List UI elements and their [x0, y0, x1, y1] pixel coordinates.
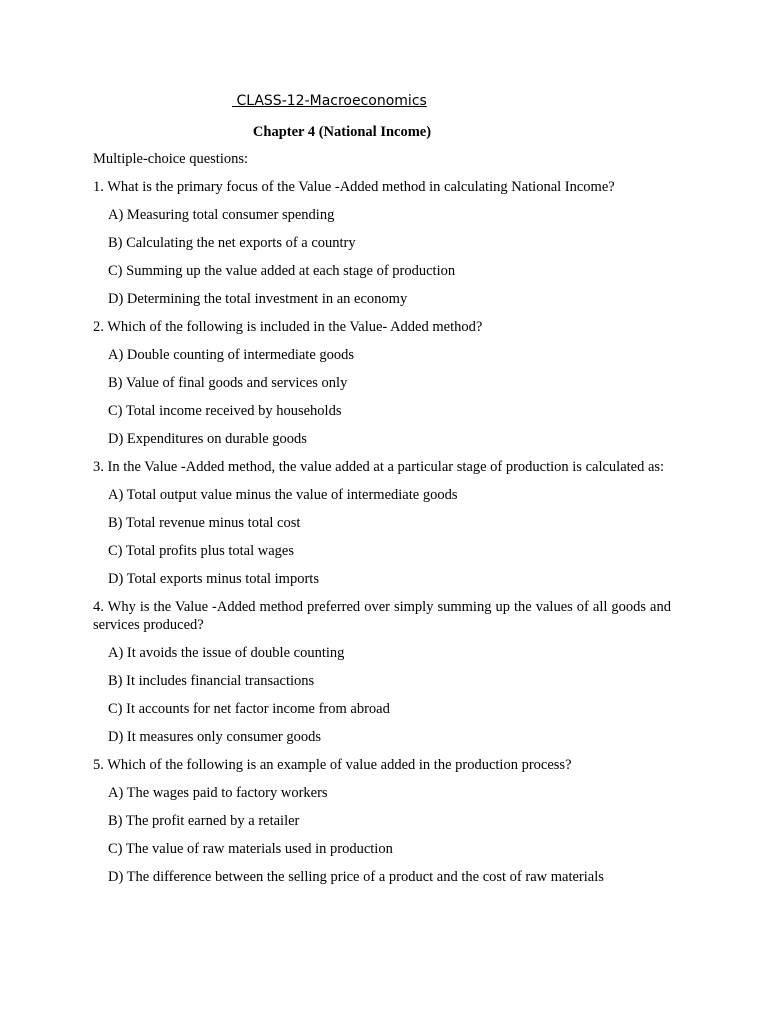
question-block — [93, 178, 671, 308]
answer-option: B) The profit earned by a retailer — [108, 813, 300, 829]
question-block — [93, 598, 671, 746]
document-title: CLASS-12-Macroeconomics — [232, 93, 427, 109]
question-text: 3. In the Value -Added method, the value added at a particular stage of production is calculated as: — [93, 459, 665, 475]
answer-option: B) It includes financial transactions — [108, 673, 315, 689]
answer-option: D) Expenditures on durable goods — [108, 431, 307, 447]
chapter-heading: Chapter 4 (National Income) — [252, 124, 432, 140]
answer-option: A) Total output value minus the value of intermediate goods — [108, 487, 458, 503]
answer-option: A) Measuring total consumer spending — [108, 207, 335, 223]
answer-option: B) Total revenue minus total cost — [108, 515, 301, 531]
answer-option: B) Calculating the net exports of a country — [108, 235, 356, 251]
answer-option: D) Determining the total investment in an economy — [108, 291, 408, 307]
question-text: 1. What is the primary focus of the Value -Added method in calculating National Income? — [93, 179, 615, 195]
answer-option: C) Total income received by households — [108, 403, 342, 419]
answer-option: B) Value of final goods and services only — [108, 375, 348, 391]
question-list — [93, 150, 671, 896]
section-intro: Multiple-choice questions: — [93, 151, 249, 167]
answer-option: C) The value of raw materials used in production — [108, 841, 393, 857]
question-block — [93, 318, 671, 448]
answer-option: A) Double counting of intermediate goods — [108, 347, 355, 363]
answer-option: C) It accounts for net factor income from abroad — [108, 701, 390, 717]
question-block — [93, 756, 671, 886]
question-text: 2. Which of the following is included in the Value- Added method? — [93, 319, 483, 335]
answer-option: C) Summing up the value added at each stage of production — [108, 263, 456, 279]
answer-option: D) It measures only consumer goods — [108, 729, 322, 745]
answer-option: A) The wages paid to factory workers — [108, 785, 328, 801]
answer-option: D) Total exports minus total imports — [108, 571, 319, 587]
question-text: 5. Which of the following is an example of value added in the production process? — [93, 757, 572, 773]
answer-option: C) Total profits plus total wages — [108, 543, 294, 559]
answer-option: A) It avoids the issue of double counting — [108, 645, 345, 661]
question-text: 4. Why is the Value -Added method preferred over simply summing up the values of all goods and services produced? — [93, 599, 671, 633]
question-block — [93, 458, 671, 588]
answer-option: D) The difference between the selling price of a product and the cost of raw materials — [108, 869, 604, 885]
